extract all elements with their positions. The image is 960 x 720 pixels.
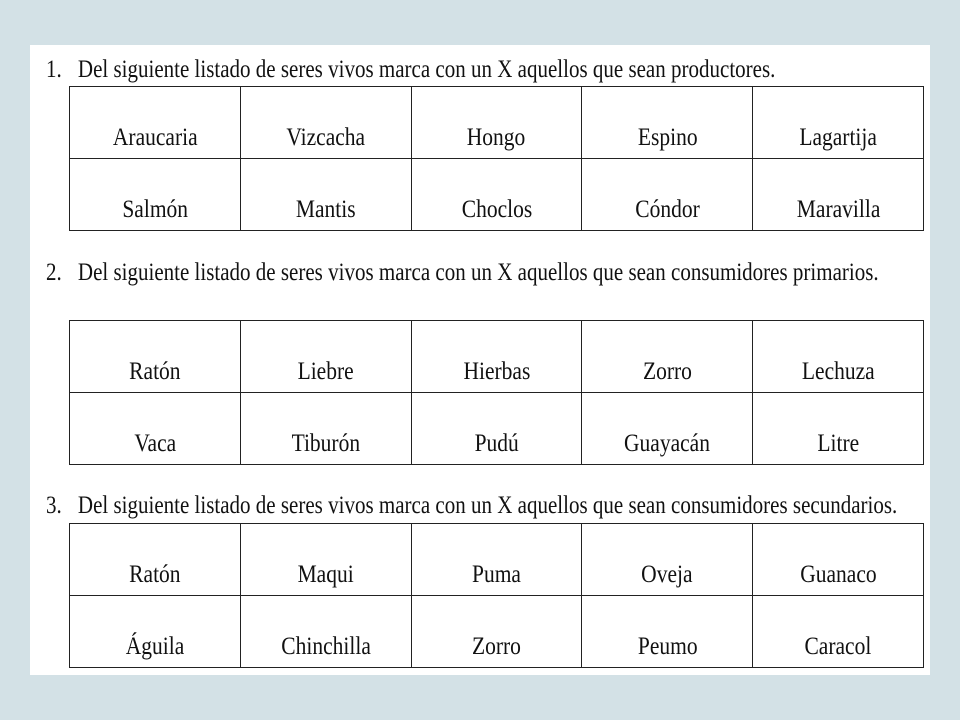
table-cell[interactable] (753, 159, 924, 231)
table-cell[interactable] (240, 393, 411, 465)
table-cell[interactable] (70, 524, 241, 596)
question-3-table (69, 523, 924, 668)
cell-label: Hongo (467, 124, 526, 151)
cell-label: Puma (472, 561, 521, 588)
table-cell[interactable] (411, 159, 582, 231)
cell-label: Lagartija (799, 124, 877, 151)
table-cell[interactable] (240, 87, 411, 159)
question-1-text: Del siguiente listado de seres vivos marca con un X aquellos que sean productores. (77, 56, 776, 83)
cell-label: Zorro (642, 358, 692, 385)
table-row (70, 393, 924, 465)
cell-label: Zorro (472, 633, 521, 660)
table-cell[interactable] (582, 596, 753, 668)
question-3-text: Del siguiente listado de seres vivos marca con un X aquellos que sean consumidores secundarios. (77, 492, 898, 519)
question-1 (46, 55, 775, 85)
table-cell[interactable] (411, 524, 582, 596)
table-cell[interactable] (70, 321, 241, 393)
table-cell[interactable] (240, 596, 411, 668)
table-row (70, 596, 924, 668)
cell-label: Guanaco (799, 561, 877, 588)
question-2-number: 2. (46, 259, 62, 286)
table-row (70, 87, 924, 159)
cell-label: Lechuza (801, 358, 875, 385)
table-cell[interactable] (70, 393, 241, 465)
table-cell[interactable] (753, 393, 924, 465)
cell-label: Ratón (129, 358, 181, 385)
table-cell[interactable] (753, 524, 924, 596)
table-row (70, 321, 924, 393)
table-row (70, 159, 924, 231)
cell-label: Choclos (461, 196, 532, 223)
cell-label: Salmón (122, 196, 188, 223)
table-cell[interactable] (753, 87, 924, 159)
question-2-text: Del siguiente listado de seres vivos marca con un X aquellos que sean consumidores primarios. (77, 259, 879, 286)
cell-label: Maqui (297, 561, 354, 588)
table-cell[interactable] (240, 321, 411, 393)
table-cell[interactable] (753, 321, 924, 393)
cell-label: Pudú (474, 430, 519, 457)
cell-label: Espino (637, 124, 698, 151)
cell-label: Águila (125, 633, 185, 660)
cell-label: Tiburón (291, 430, 360, 457)
cell-label: Caracol (804, 633, 872, 660)
question-3 (46, 491, 897, 521)
cell-label: Oveja (641, 561, 693, 588)
cell-label: Araucaria (112, 124, 198, 151)
table-cell[interactable] (582, 393, 753, 465)
table-cell[interactable] (411, 321, 582, 393)
question-2 (46, 258, 879, 288)
cell-label: Ratón (129, 561, 181, 588)
cell-label: Hierbas (463, 358, 530, 385)
cell-label: Chinchilla (280, 633, 371, 660)
table-cell[interactable] (753, 596, 924, 668)
table-cell[interactable] (582, 321, 753, 393)
cell-label: Vaca (134, 430, 176, 457)
cell-label: Cóndor (635, 196, 700, 223)
cell-label: Maravilla (796, 196, 880, 223)
table-cell[interactable] (240, 159, 411, 231)
cell-label: Vizcacha (286, 124, 366, 151)
question-1-table (69, 86, 924, 231)
table-row (70, 524, 924, 596)
table-cell[interactable] (240, 524, 411, 596)
cell-label: Liebre (297, 358, 354, 385)
question-3-number: 3. (46, 492, 62, 519)
table-cell[interactable] (411, 596, 582, 668)
question-2-table (69, 320, 924, 465)
worksheet-page (30, 45, 930, 675)
table-cell[interactable] (70, 87, 241, 159)
table-cell[interactable] (411, 87, 582, 159)
table-cell[interactable] (582, 159, 753, 231)
table-cell[interactable] (411, 393, 582, 465)
cell-label: Peumo (637, 633, 698, 660)
table-cell[interactable] (582, 87, 753, 159)
table-cell[interactable] (70, 596, 241, 668)
cell-label: Litre (817, 430, 859, 457)
question-1-number: 1. (46, 56, 62, 83)
table-cell[interactable] (70, 159, 241, 231)
table-cell[interactable] (582, 524, 753, 596)
cell-label: Guayacán (624, 430, 711, 457)
cell-label: Mantis (295, 196, 356, 223)
